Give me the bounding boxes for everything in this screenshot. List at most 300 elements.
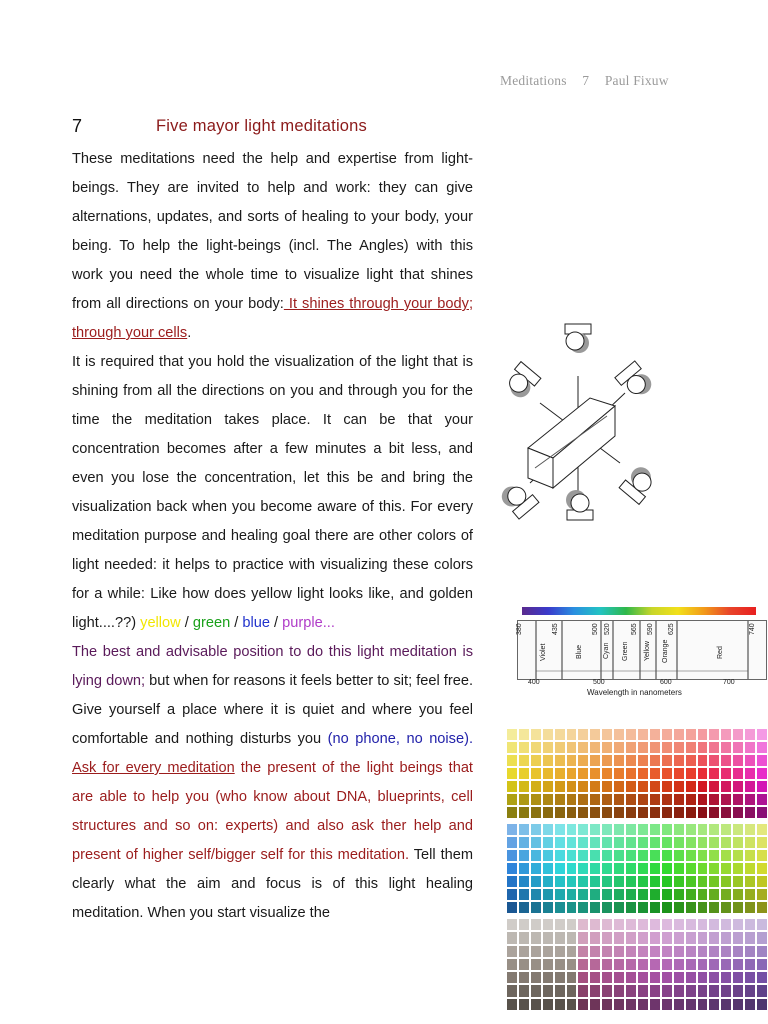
swatch-cell [721,902,731,913]
swatch-cell [662,985,672,996]
swatch-cell [543,946,553,957]
swatch-cell [555,755,565,766]
swatch-cell [721,959,731,970]
swatch-cell [602,902,612,913]
swatch-cell [709,742,719,753]
swatch-cell [543,742,553,753]
swatch-cell [709,932,719,943]
swatch-cell [638,742,648,753]
swatch-cell [614,863,624,874]
body-text [72,145,473,928]
swatch-cell [519,946,529,957]
swatch-cell [626,742,636,753]
swatch-cell [590,768,600,779]
p1-text: These meditations need the help and expertise from light-beings. They are invited to help and work: they can give alternations, updates, and sorts of healing to your body, your being. To help the light-beings (incl. The Angles) with this work you need the whole time to visualize light that shines from all directions on your body: [72,151,473,312]
swatch-cell [614,946,624,957]
swatch-cell [757,919,767,930]
swatch-cell [543,768,553,779]
swatch-cell [531,889,541,900]
swatch-cell [698,781,708,792]
swatch-cell [602,919,612,930]
swatch-cell [698,755,708,766]
separator: / [269,615,283,631]
band-label-green: Green [622,641,629,661]
swatch-cell [757,985,767,996]
swatch-cell [698,972,708,983]
swatch-cell [650,972,660,983]
swatch-cell [662,959,672,970]
swatch-cell [578,742,588,753]
swatch-cell [578,946,588,957]
swatch-cell [662,972,672,983]
swatch-cell [745,932,755,943]
color-swatch-chart-neutral [507,919,767,1010]
swatch-cell [745,824,755,835]
swatch-cell [567,781,577,792]
swatch-cell [733,889,743,900]
swatch-cell [638,781,648,792]
swatch-cell [686,755,696,766]
swatch-cell [614,959,624,970]
swatch-cell [757,768,767,779]
swatch-cell [698,919,708,930]
swatch-cell [650,932,660,943]
swatch-cell [626,932,636,943]
swatch-cell [650,755,660,766]
swatch-cell [614,755,624,766]
edge-value: 740 [749,623,756,635]
swatch-cell [638,768,648,779]
swatch-cell [650,863,660,874]
swatch-cell [567,902,577,913]
swatch-cell [590,889,600,900]
band-label-yellow: Yellow [644,641,651,661]
swatch-cell [709,807,719,818]
swatch-cell [519,932,529,943]
swatch-cell [674,932,684,943]
swatch-cell [519,742,529,753]
swatch-cell [686,902,696,913]
swatch-cell [733,824,743,835]
swatch-cell [519,807,529,818]
swatch-cell [638,946,648,957]
spotlight-lamp-icon [565,324,591,353]
swatch-cell [519,755,529,766]
swatch-cell [733,972,743,983]
swatch-cell [721,850,731,861]
swatch-cell [531,794,541,805]
swatch-cell [698,932,708,943]
swatch-cell [733,985,743,996]
paragraph-1 [72,145,473,348]
swatch-cell [686,824,696,835]
swatch-cell [709,959,719,970]
swatch-cell [745,972,755,983]
swatch-cell [662,863,672,874]
swatch-cell [686,807,696,818]
swatch-cell [626,837,636,848]
swatch-cell [745,985,755,996]
swatch-cell [709,919,719,930]
chapter-title: Five mayor light meditations [156,117,368,135]
swatch-cell [543,824,553,835]
swatch-cell [745,919,755,930]
p1-emphasis: It shines through your body; through your cells [72,296,473,341]
swatch-cell [602,946,612,957]
visible-spectrum-bar [522,607,756,615]
swatch-cell [614,807,624,818]
swatch-cell [733,932,743,943]
swatch-cell [578,755,588,766]
swatch-cell [507,959,517,970]
swatch-cell [531,781,541,792]
swatch-cell [602,863,612,874]
swatch-cell [674,889,684,900]
swatch-cell [709,768,719,779]
swatch-cell [567,768,577,779]
swatch-cell [757,742,767,753]
swatch-cell [674,768,684,779]
swatch-cell [519,863,529,874]
swatch-cell [555,824,565,835]
swatch-cell [531,742,541,753]
axis-tick: 400 [528,679,540,686]
axis-title: Wavelength in nanometers [587,688,682,697]
swatch-cell [686,932,696,943]
swatch-cell [626,755,636,766]
swatch-cell [531,932,541,943]
edge-value: 625 [668,623,675,635]
swatch-cell [590,863,600,874]
swatch-cell [721,946,731,957]
swatch-cell [662,902,672,913]
swatch-cell [531,729,541,740]
band-label-cyan: Cyan [603,642,610,659]
swatch-cell [674,729,684,740]
swatch-cell [686,985,696,996]
swatch-cell [745,742,755,753]
band-label-orange: Orange [662,639,669,663]
swatch-cell [519,902,529,913]
swatch-cell [578,932,588,943]
swatch-cell [745,946,755,957]
swatch-cell [567,837,577,848]
swatch-cell [555,932,565,943]
color-word-yellow: yellow [136,615,181,631]
swatch-cell [674,781,684,792]
swatch-cell [614,919,624,930]
swatch-cell [614,742,624,753]
swatch-cell [567,824,577,835]
swatch-cell [507,876,517,887]
swatch-cell [650,824,660,835]
swatch-cell [638,824,648,835]
swatch-cell [721,999,731,1010]
swatch-cell [567,959,577,970]
swatch-cell [686,742,696,753]
swatch-cell [567,919,577,930]
swatch-cell [662,889,672,900]
swatch-cell [709,863,719,874]
swatch-cell [578,999,588,1010]
swatch-cell [567,946,577,957]
axis-tick: 500 [593,679,605,686]
swatch-cell [578,781,588,792]
swatch-cell [614,729,624,740]
swatch-cell [733,781,743,792]
swatch-cell [507,850,517,861]
swatch-cell [578,768,588,779]
swatch-cell [686,729,696,740]
swatch-cell [757,729,767,740]
swatch-cell [721,863,731,874]
swatch-cell [519,959,529,970]
swatch-cell [507,863,517,874]
swatch-cell [578,794,588,805]
swatch-cell [650,946,660,957]
edge-value: 520 [604,623,611,635]
swatch-cell [638,837,648,848]
swatch-cell [507,768,517,779]
swatch-cell [638,902,648,913]
swatch-cell [686,781,696,792]
swatch-cell [507,985,517,996]
swatch-cell [638,889,648,900]
swatch-cell [709,972,719,983]
swatch-cell [543,919,553,930]
swatch-cell [662,932,672,943]
swatch-cell [733,919,743,930]
swatch-cell [602,837,612,848]
swatch-cell [602,742,612,753]
swatch-cell [531,768,541,779]
swatch-cell [590,837,600,848]
swatch-cell [662,876,672,887]
swatch-cell [602,850,612,861]
swatch-cell [638,807,648,818]
swatch-cell [662,794,672,805]
swatch-cell [614,902,624,913]
spotlight-lamp-icon [619,463,659,504]
swatch-cell [626,876,636,887]
p3-no-phone: (no phone, no noise). [321,731,473,747]
swatch-cell [650,999,660,1010]
swatch-cell [662,729,672,740]
swatch-cell [757,876,767,887]
swatch-cell [686,794,696,805]
swatch-cell [590,959,600,970]
swatch-cell [578,837,588,848]
swatch-cell [733,850,743,861]
swatch-cell [531,919,541,930]
swatch-cell [638,932,648,943]
swatch-cell [543,959,553,970]
swatch-cell [721,781,731,792]
swatch-cell [507,972,517,983]
swatch-cell [650,919,660,930]
color-word-green: green [192,615,231,631]
edge-value: 500 [592,623,599,635]
swatch-cell [698,863,708,874]
swatch-cell [507,932,517,943]
swatch-cell [745,807,755,818]
swatch-cell [614,768,624,779]
swatch-cell [662,824,672,835]
swatch-cell [626,768,636,779]
swatch-cell [531,863,541,874]
swatch-cell [614,985,624,996]
swatch-cell [721,768,731,779]
swatch-cell [674,807,684,818]
swatch-cell [578,850,588,861]
swatch-cell [590,850,600,861]
spotlight-lamp-icon [498,478,539,520]
swatch-cell [567,999,577,1010]
p3-position: The best and advisable position to do this light meditation is lying down; [72,644,473,689]
swatch-cell [578,972,588,983]
swatch-cell [662,807,672,818]
swatch-cell [507,794,517,805]
spotlight-lamp-icon [566,490,593,520]
swatch-cell [709,999,719,1010]
swatch-cell [590,946,600,957]
swatch-cell [674,794,684,805]
swatch-cell [674,972,684,983]
swatch-cell [626,781,636,792]
swatch-cell [638,850,648,861]
swatch-cell [507,742,517,753]
swatch-cell [662,755,672,766]
swatch-cell [519,850,529,861]
swatch-cell [733,959,743,970]
swatch-cell [543,985,553,996]
swatch-cell [519,768,529,779]
swatch-cell [614,889,624,900]
swatch-cell [721,985,731,996]
swatch-cell [662,946,672,957]
swatch-cell [745,781,755,792]
swatch-cell [519,794,529,805]
swatch-cell [543,837,553,848]
p3-text: but when for reasons it feels better to sit; feel free. Give yourself a place where it is quiet and where you feel comfortable and nothing disturbs you [72,673,474,747]
swatch-cell [602,999,612,1010]
swatch-cell [733,729,743,740]
swatch-cell [757,902,767,913]
swatch-cell [543,794,553,805]
swatch-cell [662,781,672,792]
swatch-cell [567,729,577,740]
swatch-cell [745,959,755,970]
swatch-cell [757,972,767,983]
swatch-cell [567,863,577,874]
swatch-cell [721,919,731,930]
swatch-cell [614,850,624,861]
swatch-cell [531,985,541,996]
color-swatch-chart-cool [507,824,767,913]
swatch-cell [709,755,719,766]
p3-tail: Tell them clearly what the aim and focus is of this light healing meditation. When you start visualize the [72,847,474,921]
swatch-cell [543,876,553,887]
swatch-cell [745,794,755,805]
swatch-cell [602,876,612,887]
swatch-cell [590,876,600,887]
swatch-cell [745,729,755,740]
swatch-cell [531,807,541,818]
swatch-cell [614,999,624,1010]
swatch-cell [650,876,660,887]
swatch-cell [626,972,636,983]
swatch-cell [638,985,648,996]
swatch-cell [590,742,600,753]
swatch-cell [733,742,743,753]
swatch-cell [698,807,708,818]
swatch-cell [626,985,636,996]
swatch-cell [590,972,600,983]
swatch-cell [721,824,731,835]
swatch-cell [555,781,565,792]
swatch-cell [602,889,612,900]
swatch-cell [578,824,588,835]
spotlight-diagram [495,318,675,533]
swatch-cell [507,729,517,740]
swatch-cell [626,794,636,805]
swatch-cell [638,794,648,805]
swatch-cell [698,876,708,887]
swatch-cell [698,999,708,1010]
swatch-cell [555,794,565,805]
swatch-cell [555,837,565,848]
header-book: Meditations [500,73,567,88]
swatch-cell [531,850,541,861]
swatch-cell [757,863,767,874]
swatch-cell [602,824,612,835]
swatch-cell [578,985,588,996]
swatch-cell [757,794,767,805]
p3-ask: Ask for every meditation [72,760,235,776]
swatch-cell [519,985,529,996]
swatch-cell [745,850,755,861]
swatch-cell [602,807,612,818]
swatch-cell [698,850,708,861]
swatch-cell [555,959,565,970]
swatch-cell [638,972,648,983]
swatch-cell [686,999,696,1010]
swatch-cell [578,863,588,874]
swatch-cell [721,729,731,740]
swatch-cell [721,972,731,983]
swatch-cell [590,781,600,792]
swatch-cell [578,729,588,740]
band-label-violet: Violet [540,643,547,661]
swatch-cell [543,999,553,1010]
swatch-cell [698,742,708,753]
swatch-cell [757,946,767,957]
swatch-cell [614,781,624,792]
swatch-cell [519,889,529,900]
swatch-cell [650,837,660,848]
swatch-cell [721,932,731,943]
swatch-cell [638,755,648,766]
swatch-cell [733,755,743,766]
color-word-blue: blue [242,615,270,631]
swatch-cell [590,932,600,943]
swatch-cell [614,794,624,805]
swatch-cell [626,889,636,900]
swatch-cell [650,742,660,753]
swatch-cell [555,985,565,996]
swatch-cell [709,889,719,900]
swatch-cell [567,794,577,805]
